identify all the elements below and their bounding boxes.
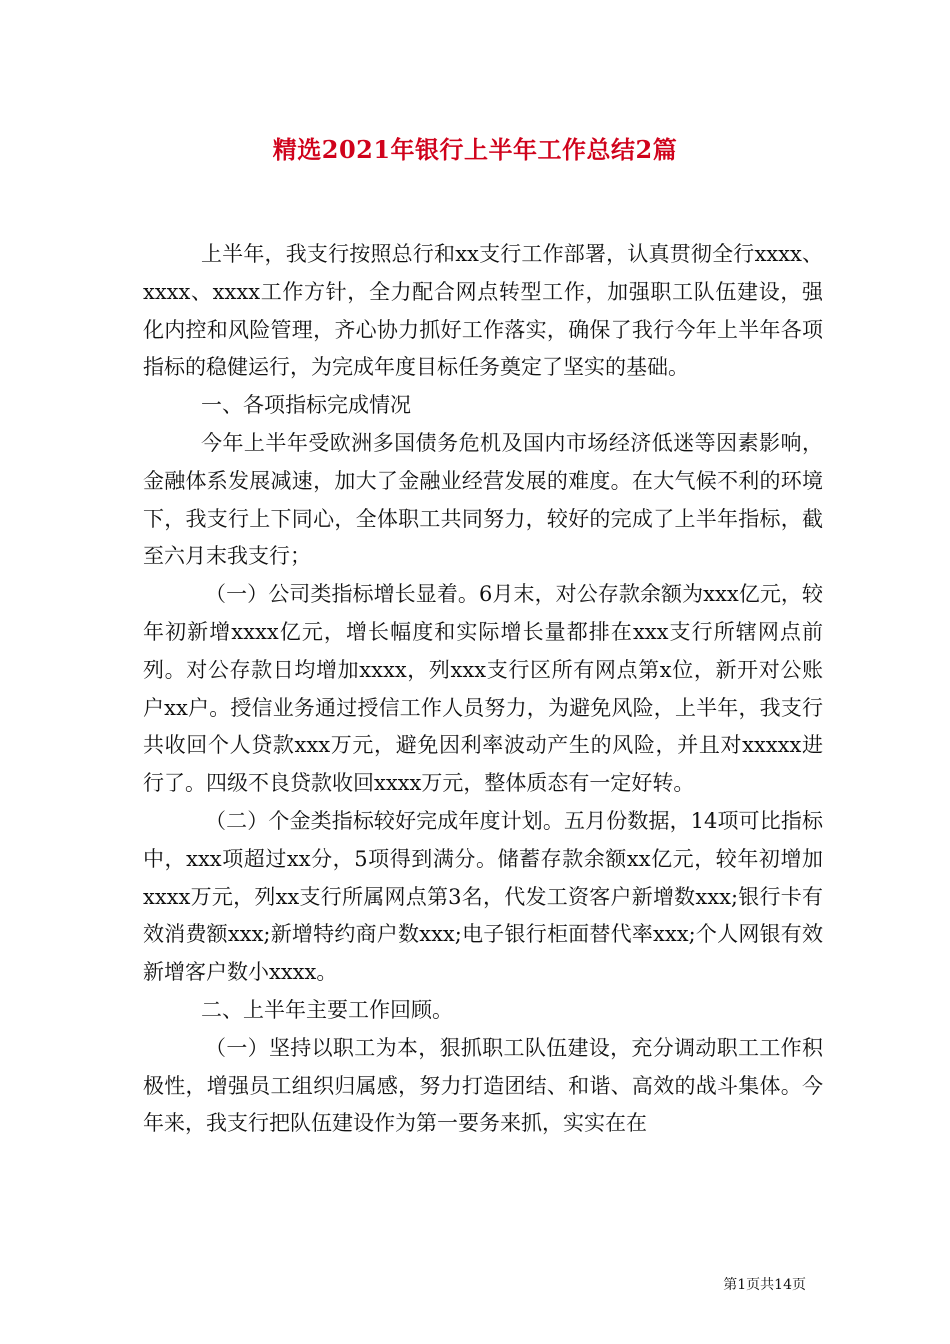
paragraph-intro: 上半年，我支行按照总行和xx支行工作部署，认真贯彻全行xxxx、xxxx、xxxx工作方针，全力配合网点转型工作，加强职工队伍建设，强化内控和风险管理，齐心协力抓好工作落实，确保了我行今年上半年各项指标的稳健运行，为完成年度目标任务奠定了坚实的基础。 [143, 242, 823, 380]
document-body [143, 236, 823, 1143]
paragraph-team-building: （一）坚持以职工为本，狠抓职工队伍建设，充分调动职工工作积极性，增强员工组织归属感，努力打造团结、和谐、高效的战斗集体。今年来，我支行把队伍建设作为第一要务来抓，实实在在 [143, 1035, 823, 1136]
section-heading-2: 二、上半年主要工作回顾。 [201, 997, 453, 1022]
page-number-footer: 第1页共14页 [723, 1277, 806, 1293]
paragraph-overview: 今年上半年受欧洲多国债务危机及国内市场经济低迷等因素影响，金融体系发展减速，加大了金融业经营发展的难度。在大气候不利的环境下，我支行上下同心，全体职工共同努力，较好的完成了上半年指标，截至六月末我支行； [143, 430, 823, 569]
section-heading-1: 一、各项指标完成情况 [201, 393, 411, 418]
paragraph-corporate-indicators: （一）公司类指标增长显着。6月末，对公存款余额为xxx亿元，较年初新增xxxx亿元，增长幅度和实际增长量都排在xxx支行所辖网点前列。对公存款日均增加xxxx，列xxx支行区所有网点第x位，新开对公账户xx户。授信业务通过授信工作人员努力，为避免风险，上半年，我支行共收回个人贷款xxx万元，避免因利率波动产生的风险，并且对xxxxx进行了。四级不良贷款收回xxxx万元，整体质态有一定好转。 [143, 582, 823, 796]
paragraph-personal-finance-indicators: （二）个金类指标较好完成年度计划。五月份数据，14项可比指标中，xxx项超过xx分，5项得到满分。储蓄存款余额xx亿元，较年初增加xxxx万元，列xx支行所属网点第3名，代发工资客户新增数xxx;银行卡有效消费额xxx;新增特约商户数xxx;电子银行柜面替代率xxx;个人网银有效新增客户数小xxxx。 [143, 808, 823, 985]
document-title: 精选2021年银行上半年工作总结2篇 [272, 135, 678, 164]
